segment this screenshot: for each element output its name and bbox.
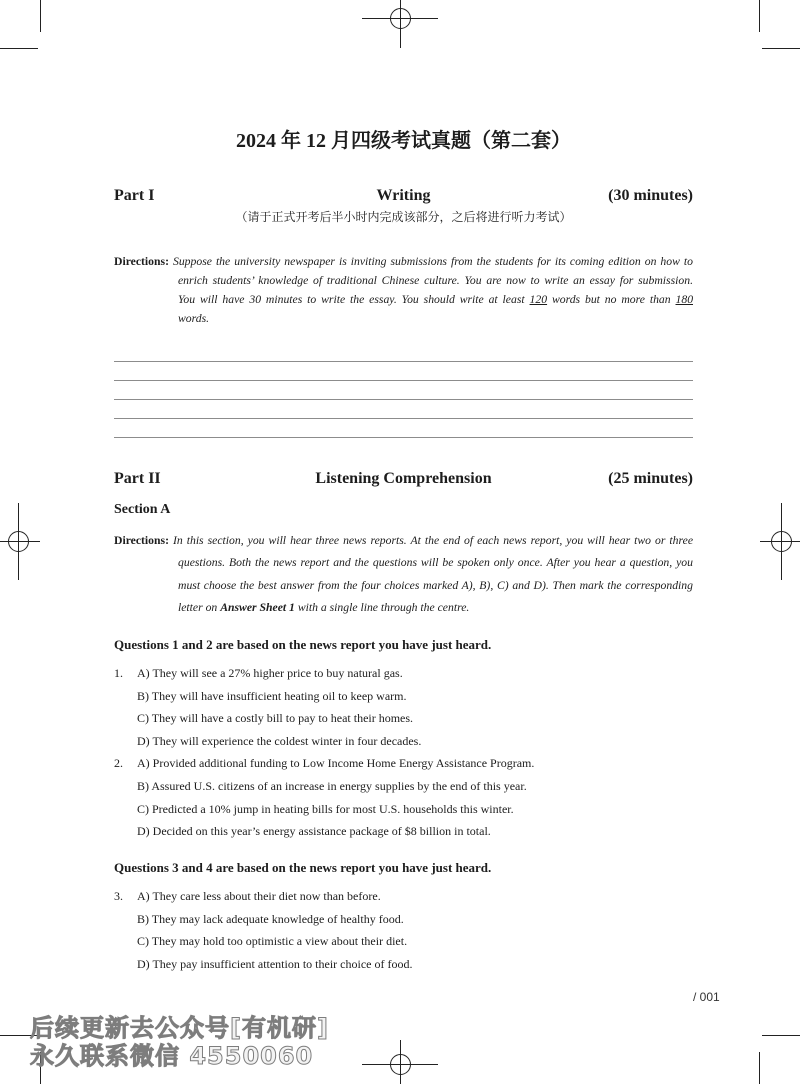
answer-line [114, 380, 693, 381]
question-2 [114, 752, 693, 842]
watermark-line-2: 永久联系微信 4550060 [30, 1042, 314, 1070]
directions-line [114, 252, 693, 271]
directions-text: words but no more than [551, 293, 671, 306]
part-title: Listening Comprehension [315, 470, 492, 487]
registration-mark-right [760, 503, 800, 580]
crop-mark-top-left [0, 0, 41, 49]
directions-line: questions. Both the news report and the questions will be spoken only once. After you hear a question, you [178, 556, 693, 570]
min-words: 120 [529, 293, 548, 306]
question-group-heading: Questions 3 and 4 are based on the news report you have just heard. [114, 860, 492, 875]
option-b: B) Assured U.S. citizens of an increase in energy supplies by the end of this year. [137, 778, 527, 793]
option-c: C) They will have a costly bill to pay to heat their homes. [137, 711, 414, 726]
directions-line [114, 290, 693, 309]
crop-mark-top-right [760, 0, 800, 49]
question-number: 1. [114, 666, 123, 680]
option-b: B) They will have insufficient heating oil to keep warm. [137, 688, 407, 703]
question-list [114, 885, 693, 975]
writing-directions [114, 252, 693, 328]
answer-line [114, 437, 693, 438]
directions-line: words. [178, 312, 210, 325]
part-time: (25 minutes) [608, 470, 693, 487]
directions-text: Suppose the university newspaper is inviting submissions from the students for its coming edition on how to [172, 255, 693, 268]
writing-note: （请于正式开考后半小时内完成该部分，之后将进行听力考试） [235, 210, 572, 224]
directions-line: must choose the best answer from the four choices marked A), B), C) and D). Then mark the corresponding [178, 578, 693, 592]
directions-text: In this section, you will hear three news reports. At the end of each news report, you will hear two or three [172, 534, 693, 547]
directions-label: Directions: [114, 255, 169, 268]
listening-directions [114, 530, 693, 620]
answer-line [114, 361, 693, 362]
directions-line: enrich students’ knowledge of traditional Chinese culture. You are now to write an essay for submission. [178, 274, 693, 287]
answer-line [114, 399, 693, 400]
directions-line [114, 597, 693, 619]
watermark-line-1: 后续更新去公众号[有机研] [30, 1014, 329, 1042]
option-c: C) They may hold too optimistic a view about their diet. [137, 934, 408, 949]
option-d: D) They pay insufficient attention to their choice of food. [137, 956, 413, 971]
option-a: A) Provided additional funding to Low Income Home Energy Assistance Program. [137, 756, 535, 771]
part-label: Part I [114, 187, 155, 204]
option-a: A) They will see a 27% higher price to buy natural gas. [137, 666, 403, 680]
part-title: Writing [376, 187, 431, 204]
section-title: Section A [114, 502, 171, 517]
directions-label: Directions: [114, 534, 169, 547]
question-group-heading: Questions 1 and 2 are based on the news report you have just heard. [114, 637, 492, 652]
answer-line [114, 418, 693, 419]
registration-mark-bottom [362, 1040, 438, 1084]
part-1-header [114, 186, 693, 206]
registration-mark-top [362, 0, 438, 48]
answer-sheet-ref: Answer Sheet 1 [220, 601, 295, 615]
page-number: / 001 [693, 990, 720, 1004]
part-label: Part II [114, 470, 161, 487]
option-b: B) They may lack adequate knowledge of healthy food. [137, 911, 404, 926]
option-a: A) They care less about their diet now than before. [137, 889, 381, 903]
page-title: 2024 年 12 月四级考试真题（第二套） [236, 130, 571, 152]
directions-line [114, 530, 693, 552]
question-number: 2. [114, 756, 123, 771]
directions-text: with a single line through the centre. [297, 601, 470, 615]
question-number: 3. [114, 889, 123, 903]
crop-mark-bottom-right [760, 1036, 800, 1084]
directions-text: You will have 30 minutes to write the essay. You should write at least [178, 293, 525, 306]
registration-mark-left [0, 503, 40, 580]
option-c: C) Predicted a 10% jump in heating bills for most U.S. households this winter. [137, 801, 514, 816]
part-time: (30 minutes) [608, 187, 693, 204]
option-d: D) They will experience the coldest winter in four decades. [137, 733, 422, 748]
option-d: D) Decided on this year’s energy assistance package of $8 billion in total. [137, 824, 491, 839]
question-list [114, 662, 693, 843]
question-1 [114, 662, 693, 752]
directions-text: letter on [178, 601, 218, 615]
question-3 [114, 885, 693, 975]
max-words: 180 [675, 293, 693, 306]
part-2-header [114, 469, 693, 489]
